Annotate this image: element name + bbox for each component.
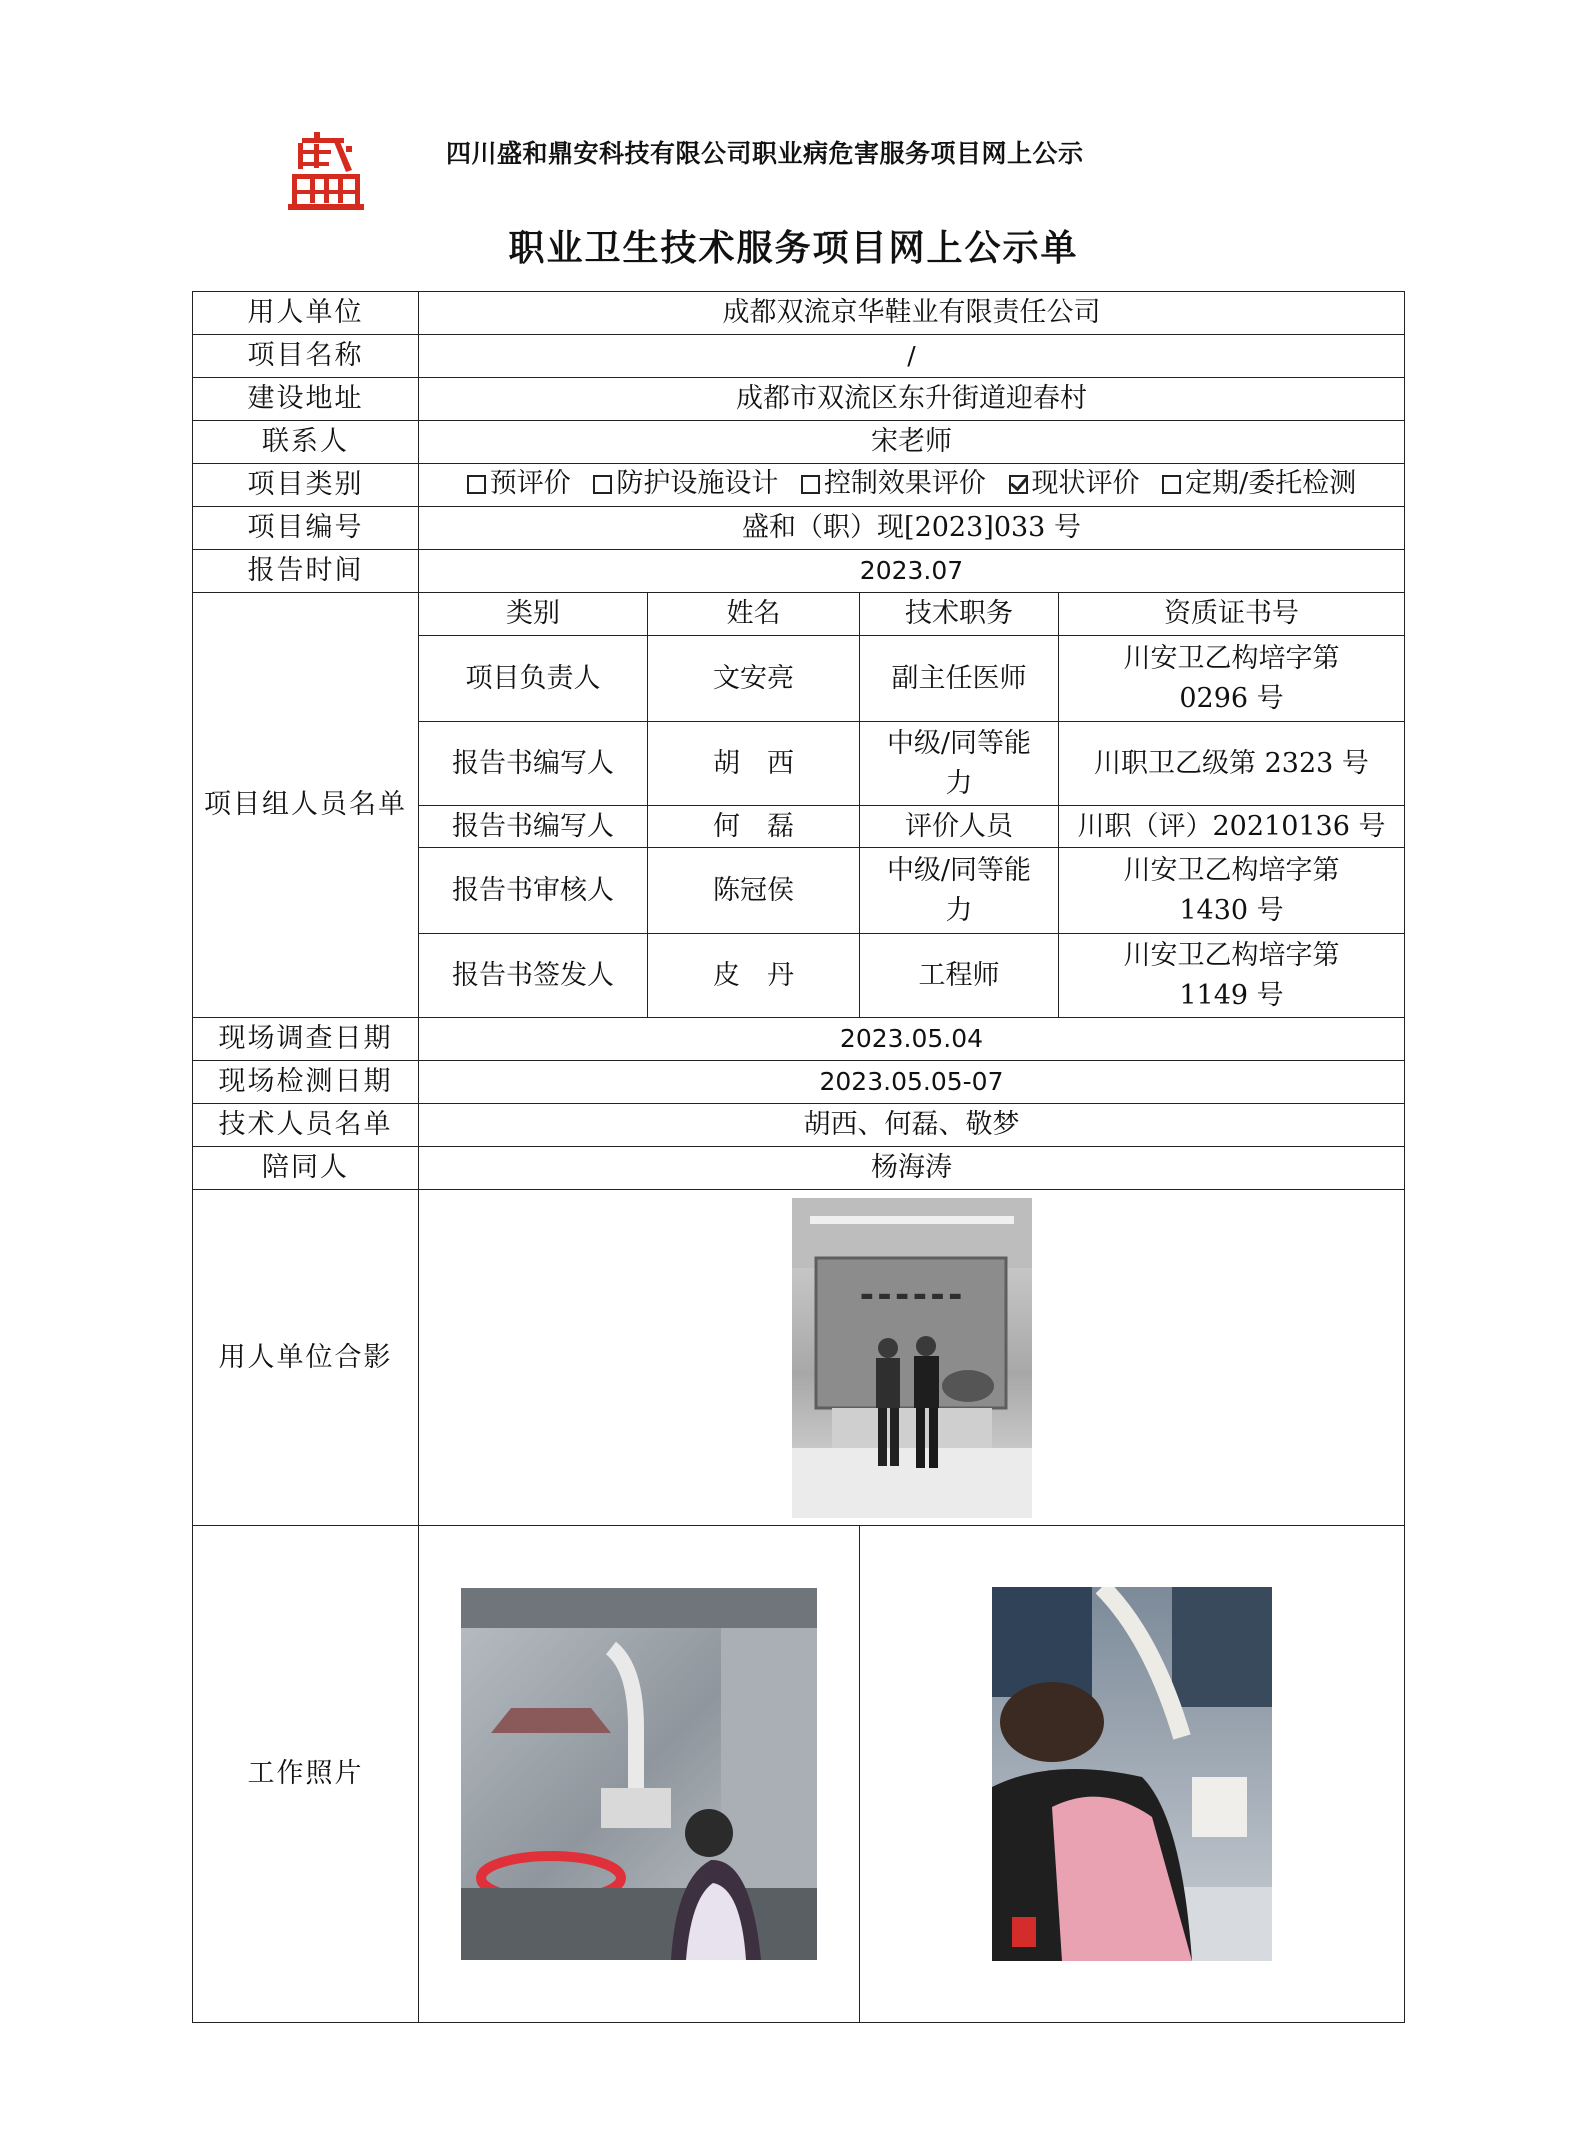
team-header-role: 类别 (419, 593, 648, 636)
checkbox-icon[interactable] (467, 475, 486, 494)
group-photo-image (792, 1198, 1032, 1518)
checkbox-icon[interactable] (801, 475, 820, 494)
svg-text:▬ ▬ ▬ ▬ ▬ ▬: ▬ ▬ ▬ ▬ ▬ ▬ (859, 1287, 962, 1304)
checkbox-icon[interactable] (593, 475, 612, 494)
team-role: 项目负责人 (419, 636, 648, 722)
category-option-periodic-testing[interactable] (1162, 464, 1356, 504)
contact-label: 联系人 (193, 421, 419, 464)
work-photo-image-1 (461, 1588, 817, 1960)
project-name-value: / (419, 335, 1405, 378)
row-escort (193, 1147, 1405, 1190)
report-time-label: 报告时间 (193, 550, 419, 593)
team-label: 项目组人员名单 (193, 593, 419, 1018)
category-options (419, 464, 1405, 507)
work-photo-label: 工作照片 (193, 1526, 419, 2023)
team-header-name: 姓名 (648, 593, 860, 636)
category-option-label: 防护设施设计 (616, 468, 779, 500)
category-option-label: 控制效果评价 (823, 468, 986, 500)
document-title: 职业卫生技术服务项目网上公示单 (508, 227, 1079, 269)
team-header-row (193, 593, 1405, 636)
team-role: 报告书编写人 (419, 722, 648, 806)
row-test-date (193, 1061, 1405, 1104)
survey-date-label: 现场调查日期 (193, 1018, 419, 1061)
checkbox-icon[interactable] (1162, 475, 1181, 494)
row-group-photo (193, 1190, 1405, 1526)
row-survey-date (193, 1018, 1405, 1061)
row-technicians (193, 1104, 1405, 1147)
team-role: 报告书编写人 (419, 806, 648, 848)
team-role: 报告书签发人 (419, 934, 648, 1018)
category-option-label: 定期/委托检测 (1185, 468, 1357, 500)
team-cert: 川安卫乙构培字第 0296 号 (1059, 636, 1405, 722)
team-name: 胡 西 (648, 722, 860, 806)
category-label: 项目类别 (193, 464, 419, 507)
page-header (0, 120, 1587, 210)
row-project-no (193, 507, 1405, 550)
team-name: 何 磊 (648, 806, 860, 848)
company-header-title: 四川盛和鼎安科技有限公司职业病危害服务项目网上公示 (446, 139, 1084, 168)
team-name: 文安亮 (648, 636, 860, 722)
category-option-protection-design[interactable] (593, 464, 778, 504)
team-header-title: 技术职务 (860, 593, 1059, 636)
row-address (193, 378, 1405, 421)
category-option-status-assessment[interactable] (1009, 464, 1140, 504)
checked-checkbox-icon[interactable] (1009, 475, 1028, 494)
row-report-time (193, 550, 1405, 593)
row-contact (193, 421, 1405, 464)
group-photo-cell (419, 1190, 1405, 1526)
team-header-cert: 资质证书号 (1059, 593, 1405, 636)
team-role: 报告书审核人 (419, 848, 648, 934)
technicians-label: 技术人员名单 (193, 1104, 419, 1147)
contact-value: 宋老师 (419, 421, 1405, 464)
team-title: 评价人员 (860, 806, 1059, 848)
category-option-control-effect[interactable] (801, 464, 986, 504)
team-title: 中级/同等能力 (860, 848, 1059, 934)
work-photo-cell-1 (419, 1526, 860, 2023)
team-cert: 川职（评）20210136 号 (1059, 806, 1405, 848)
escort-label: 陪同人 (193, 1147, 419, 1190)
team-title: 工程师 (860, 934, 1059, 1018)
team-name: 陈冠侯 (648, 848, 860, 934)
team-name: 皮 丹 (648, 934, 860, 1018)
category-option-label: 预评价 (489, 468, 571, 500)
technicians-value: 胡西、何磊、敬梦 (419, 1104, 1405, 1147)
survey-date-value: 2023.05.04 (419, 1018, 1405, 1061)
project-no-label: 项目编号 (193, 507, 419, 550)
employer-value: 成都双流京华鞋业有限责任公司 (419, 292, 1405, 335)
category-option-pre-assessment[interactable] (467, 464, 571, 504)
sheng-seal-logo-icon (288, 132, 364, 214)
team-title: 中级/同等能力 (860, 722, 1059, 806)
team-cert: 川安卫乙构培字第 1430 号 (1059, 848, 1405, 934)
address-label: 建设地址 (193, 378, 419, 421)
group-photo-label: 用人单位合影 (193, 1190, 419, 1526)
work-photo-image-2 (992, 1587, 1272, 1961)
category-option-label: 现状评价 (1031, 468, 1140, 500)
employer-label: 用人单位 (193, 292, 419, 335)
team-cert: 川职卫乙级第 2323 号 (1059, 722, 1405, 806)
row-employer (193, 292, 1405, 335)
team-cert: 川安卫乙构培字第 1149 号 (1059, 934, 1405, 1018)
test-date-label: 现场检测日期 (193, 1061, 419, 1104)
escort-value: 杨海涛 (419, 1147, 1405, 1190)
row-project-name (193, 335, 1405, 378)
work-photo-cell-2 (860, 1526, 1405, 2023)
project-name-label: 项目名称 (193, 335, 419, 378)
disclosure-form-table (192, 291, 1405, 2023)
team-title: 副主任医师 (860, 636, 1059, 722)
project-no-value: 盛和（职）现[2023]033 号 (419, 507, 1405, 550)
address-value: 成都市双流区东升街道迎春村 (419, 378, 1405, 421)
report-time-value: 2023.07 (419, 550, 1405, 593)
row-category (193, 464, 1405, 507)
test-date-value: 2023.05.05-07 (419, 1061, 1405, 1104)
row-work-photos (193, 1526, 1405, 2023)
